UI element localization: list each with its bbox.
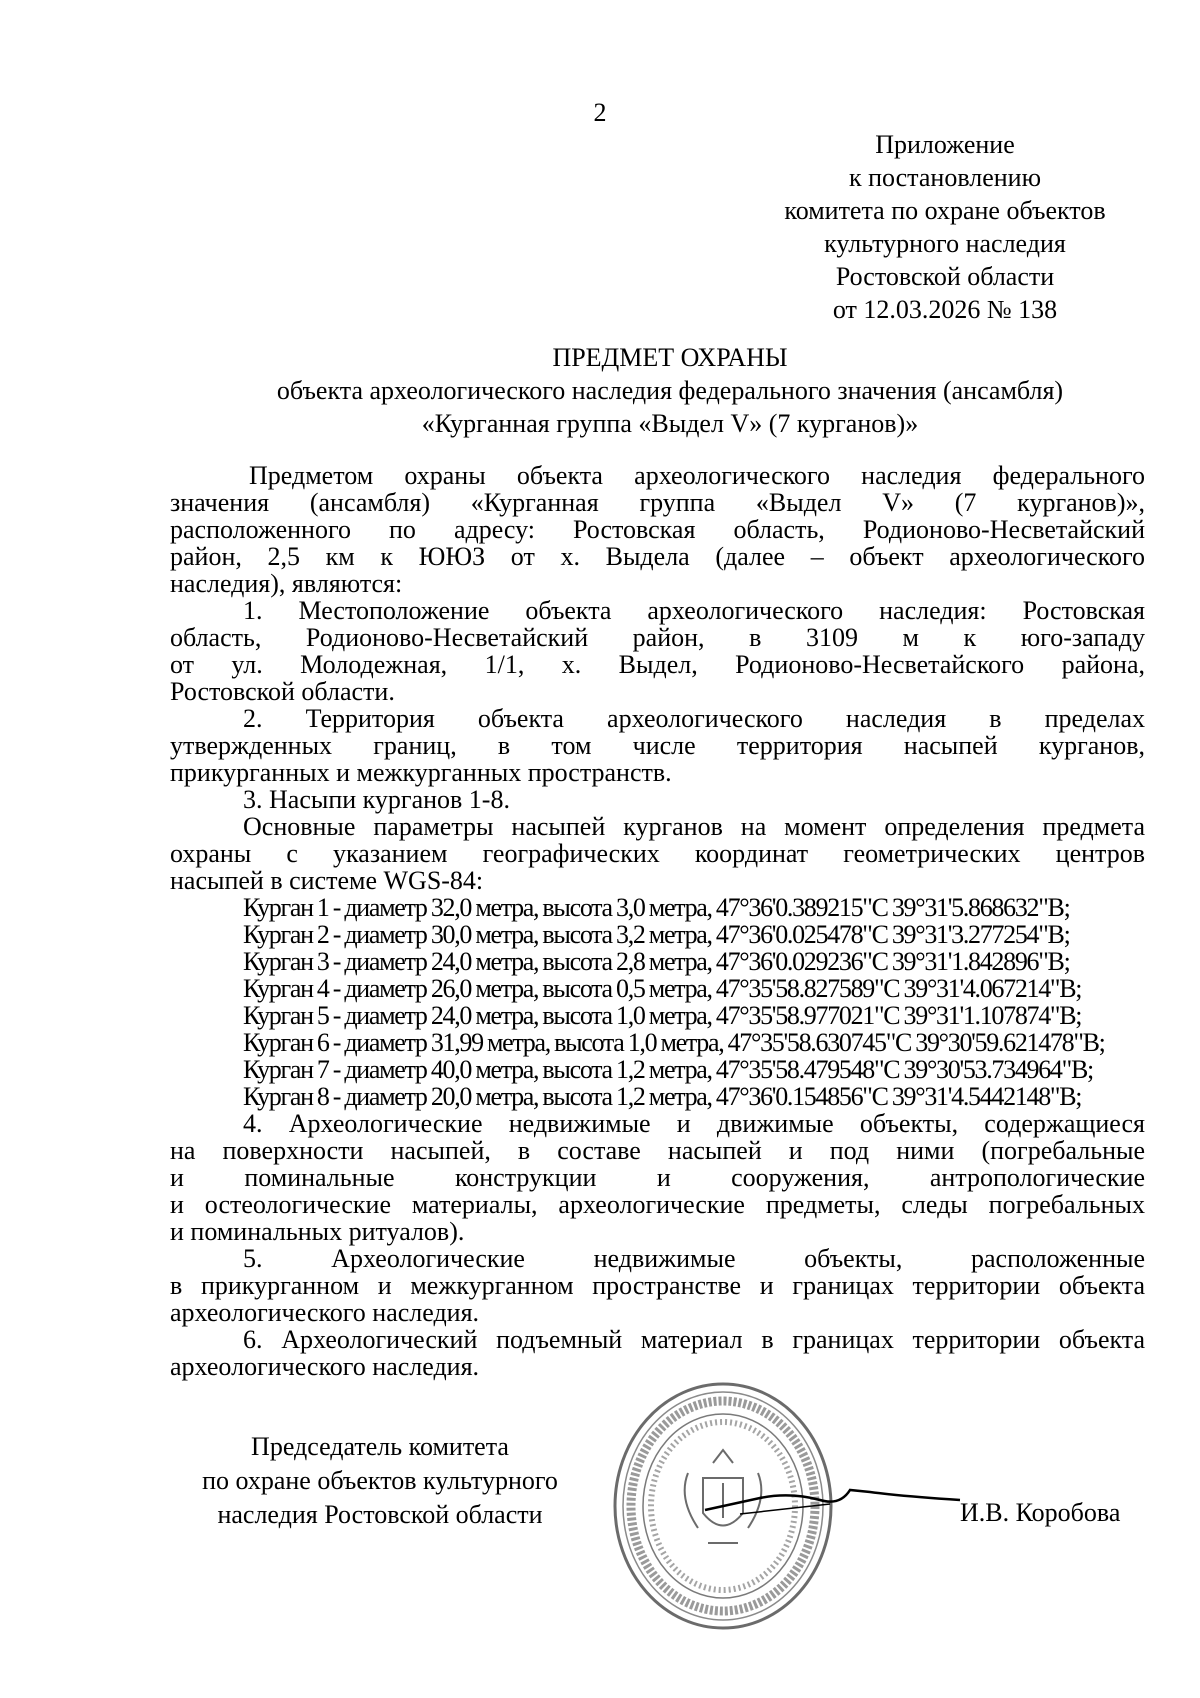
signature-title-line: по охране объектов культурного <box>202 1466 558 1495</box>
appendix-line: комитета по охране объектов <box>784 196 1106 225</box>
body-line: наследия), являются: <box>170 569 403 598</box>
body-line: 1. Местоположение объекта археологического наследия: Ростовская <box>243 596 1145 625</box>
title-subline: «Курганная группа «Выдел V» (7 курганов)» <box>421 409 919 438</box>
title-heading: ПРЕДМЕТ ОХРАНЫ <box>552 343 788 372</box>
signature-title-line: наследия Ростовской области <box>217 1500 543 1529</box>
body-line: насыпей в системе WGS-84: <box>170 866 484 895</box>
body-line: 5. Археологические недвижимые объекты, расположенные <box>243 1244 1145 1273</box>
body-line: 4. Археологические недвижимые и движимые объекты, содержащиеся <box>243 1109 1145 1138</box>
body-line: Основные параметры насыпей курганов на момент определения предмета <box>243 812 1145 841</box>
kurgan-entry: Курган 3 - диаметр 24,0 метра, высота 2,8 метра, 47°36'0.029236"С 39°31'1.842896"В; <box>243 947 1070 976</box>
signature-title-line: Председатель комитета <box>251 1432 509 1461</box>
signatory-name: И.В. Коробова <box>960 1498 1121 1527</box>
body-line: Ростовской области. <box>170 677 395 706</box>
body-line: прикурганных и межкурганных пространств. <box>170 758 672 787</box>
appendix-header <box>770 128 1120 326</box>
appendix-line: от 12.03.2026 № 138 <box>832 295 1058 324</box>
body-part-2 <box>170 1110 1145 1380</box>
body-line: Предметом охраны объекта археологического наследия федерального <box>249 461 1145 490</box>
kurgan-entry: Курган 5 - диаметр 24,0 метра, высота 1,0 метра, 47°35'58.977021"С 39°31'1.107874"В; <box>243 1001 1082 1030</box>
body-line: утвержденных границ, в том числе территория насыпей курганов, <box>170 731 1145 760</box>
kurgan-entry: Курган 7 - диаметр 40,0 метра, высота 1,2 метра, 47°35'58.479548"С 39°30'53.734964"В; <box>243 1055 1093 1084</box>
kurgan-entry: Курган 1 - диаметр 32,0 метра, высота 3,0 метра, 47°36'0.389215"С 39°31'5.868632"В; <box>243 893 1070 922</box>
body-line: значения (ансамбля) «Курганная группа «Выдел V» (7 курганов)», <box>170 488 1145 517</box>
title-subline: объекта археологического наследия федерального значения (ансамбля) <box>276 376 1064 405</box>
appendix-line: Приложение <box>875 130 1015 159</box>
body-line: 6. Археологический подъемный материал в границах территории объекта <box>243 1325 1145 1354</box>
body-line: и поминальные конструкции и сооружения, антропологические <box>170 1163 1145 1192</box>
kurgan-entry: Курган 8 - диаметр 20,0 метра, высота 1,2 метра, 47°36'0.154856"С 39°31'4.5442148"В; <box>243 1082 1082 1111</box>
signature-block <box>150 1430 610 1532</box>
appendix-line: культурного наследия <box>824 229 1066 258</box>
kurgan-entry: Курган 6 - диаметр 31,99 метра, высота 1,0 метра, 47°35'58.630745"С 39°30'59.621478"В; <box>243 1028 1105 1057</box>
body-line: археологического наследия. <box>170 1352 480 1381</box>
body-line: расположенного по адресу: Ростовская область, Родионово-Несветайский <box>170 515 1145 544</box>
body-line: и остеологические материалы, археологические предметы, следы погребальных <box>170 1190 1145 1219</box>
document-body <box>170 462 1145 1380</box>
body-line: от ул. Молодежная, 1/1, х. Выдел, Родионово-Несветайского района, <box>170 650 1145 679</box>
kurgan-entry: Курган 4 - диаметр 26,0 метра, высота 0,5 метра, 47°35'58.827589"С 39°31'4.067214"В; <box>243 974 1082 1003</box>
body-line: в прикурганном и межкурганном пространстве и границах территории объекта <box>170 1271 1145 1300</box>
body-line: на поверхности насыпей, в составе насыпей и под ними (погребальные <box>170 1136 1145 1165</box>
appendix-line: к постановлению <box>848 163 1042 192</box>
document-title <box>170 341 1170 440</box>
body-part-1 <box>170 462 1145 894</box>
body-line: район, 2,5 км к ЮЮЗ от х. Выдела (далее – объект археологического <box>170 542 1145 571</box>
handwritten-signature <box>700 1470 970 1530</box>
body-line: археологического наследия. <box>170 1298 480 1327</box>
body-line: 3. Насыпи курганов 1-8. <box>243 785 510 814</box>
page-number: 2 <box>593 98 607 127</box>
body-line: охраны с указанием географических координат геометрических центров <box>170 839 1145 868</box>
kurgan-entry: Курган 2 - диаметр 30,0 метра, высота 3,2 метра, 47°36'0.025478"С 39°31'3.277254"В; <box>243 920 1070 949</box>
kurgan-list <box>170 894 1145 1110</box>
body-line: 2. Территория объекта археологического наследия в пределах <box>243 704 1145 733</box>
body-line: область, Родионово-Несветайский район, в 3109 м к юго-западу <box>170 623 1145 652</box>
appendix-line: Ростовской области <box>835 262 1055 291</box>
body-line: и поминальных ритуалов). <box>170 1217 465 1246</box>
